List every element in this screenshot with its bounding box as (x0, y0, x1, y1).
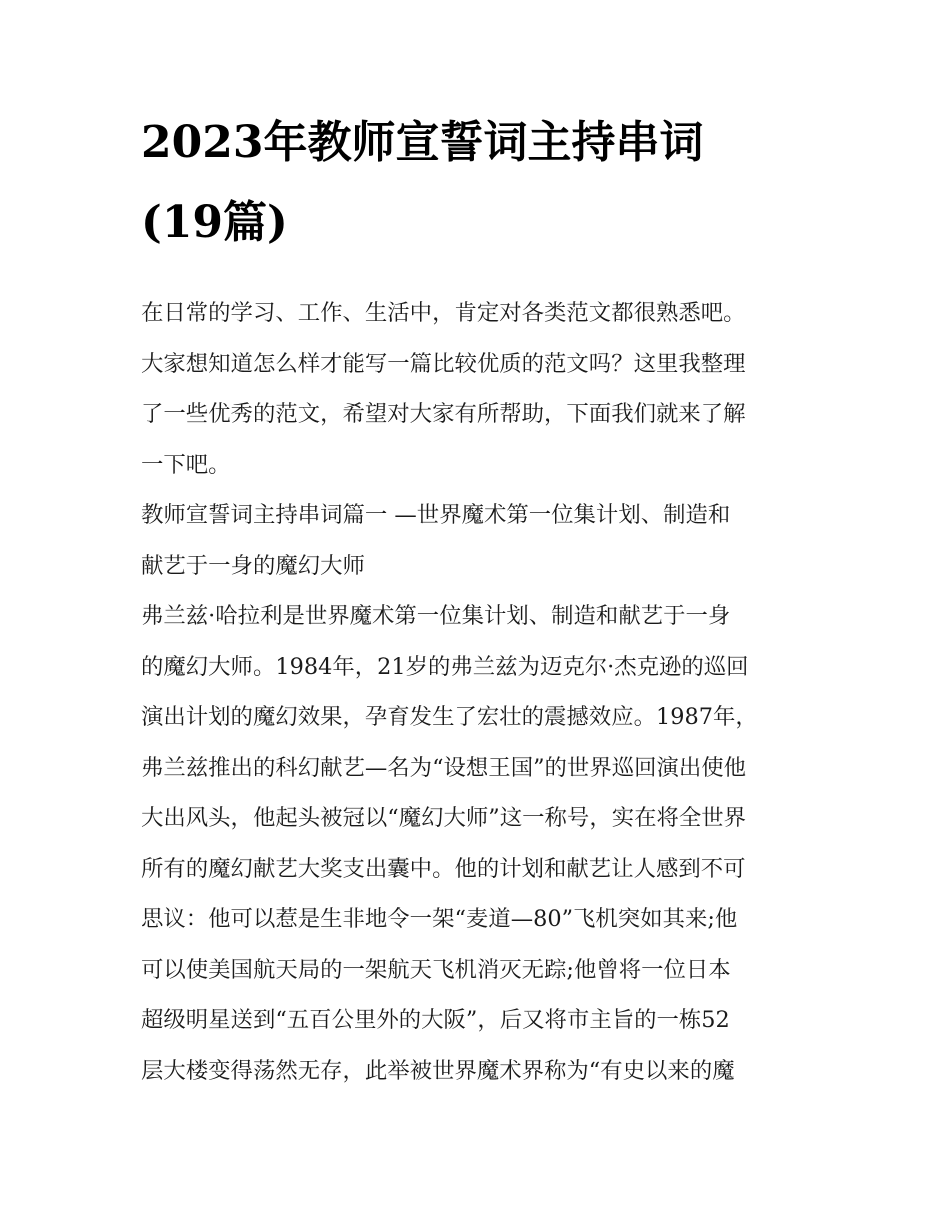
text-line: 一下吧。 (141, 451, 231, 478)
text-line: 了一些优秀的范文，希望对大家有所帮助，下面我们就来了解 (141, 401, 746, 427)
title-line: 2023年教师宣誓词主持串词 (141, 117, 704, 168)
text-line: 献艺于一身的魔幻大师 (141, 552, 365, 579)
text-line: 教师宣誓词主持串词篇一 —世界魔术第一位集计划、制造和 (141, 502, 731, 528)
text-line: 的魔幻大师。1984年，21岁的弗兰兹为迈克尔·杰克逊的巡回 (141, 653, 749, 680)
body-paragraph (141, 591, 813, 1096)
text-line: 大出风头，他起头被冠以“魔幻大师”这一称号，实在将全世界 (141, 805, 747, 831)
text-line: 思议：他可以惹是生非地令一架“麦道—80”飞机突如其来;他 (141, 906, 738, 932)
text-line: 可以使美国航天局的一架航天飞机消灭无踪;他曾将一位日本 (141, 956, 731, 983)
text-line: 弗兰兹·哈拉利是世界魔术第一位集计划、制造和献艺于一身 (141, 603, 731, 629)
text-line: 超级明星送到“五百公里外的大阪”，后又将市主旨的一栋52 (141, 1007, 730, 1033)
title-line: (19篇) (141, 197, 288, 248)
document-body (141, 288, 813, 1096)
intro-paragraph (141, 288, 813, 490)
text-line: 弗兰兹推出的科幻献艺—名为“设想王国”的世界巡回演出使他 (141, 754, 747, 781)
text-line: 层大楼变得荡然无存，此举被世界魔术界称为“有史以来的魔 (141, 1057, 735, 1084)
text-line: 在日常的学习、工作、生活中，肯定对各类范文都很熟悉吧。 (141, 300, 746, 326)
section-heading (141, 490, 813, 591)
text-line: 大家想知道怎么样才能写一篇比较优质的范文吗？这里我整理 (141, 350, 746, 377)
text-line: 所有的魔幻献艺大奖支出囊中。他的计划和献艺让人感到不可 (141, 855, 746, 882)
text-line: 演出计划的魔幻效果，孕育发生了宏壮的震撼效应。1987年， (141, 704, 758, 730)
document-title (141, 118, 813, 259)
document-content (141, 118, 813, 1096)
